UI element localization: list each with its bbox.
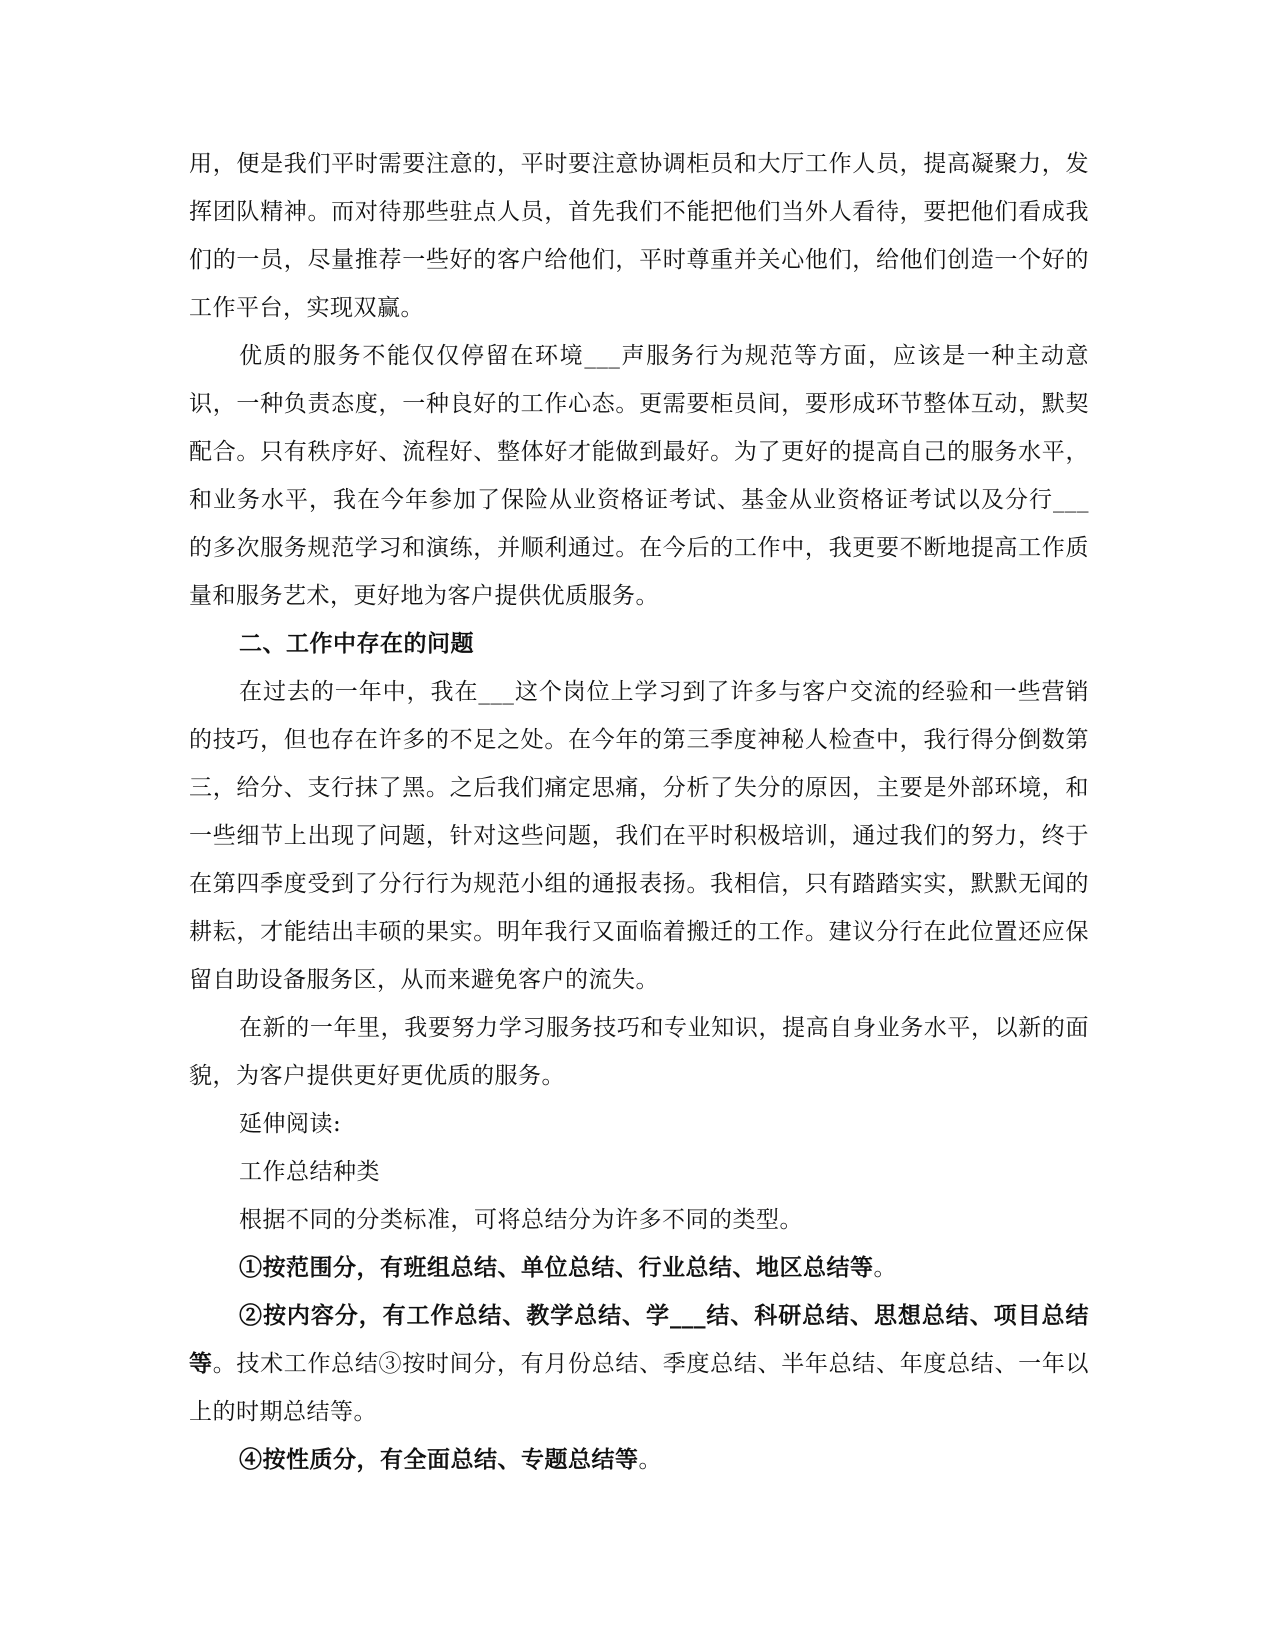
paragraph-teamwork: 用，便是我们平时需要注意的，平时要注意协调柜员和大厅工作人员，提高凝聚力，发挥团队精神。而对待那些驻点人员，首先我们不能把他们当外人看待，要把他们看成我们的一员，尽量推荐一些好的客户给他们，平时尊重并关心他们，给他们创造一个好的工作平台，实现双赢。	[189, 151, 1089, 321]
document-body	[189, 140, 1089, 1484]
type-by-content-rest: 。技术工作总结③按时间分，有月份总结、季度总结、半年总结、年度总结、一年以上的时期总结等。	[189, 1351, 1090, 1425]
extended-reading-label: 延伸阅读:	[239, 1111, 342, 1137]
summary-types-intro: 根据不同的分类标准，可将总结分为许多不同的类型。	[239, 1207, 803, 1233]
type-by-scope-period: 。	[873, 1255, 897, 1281]
type-by-nature-period: 。	[638, 1447, 662, 1473]
type-by-content-bold: ②按内容分，有工作总结、教学总结、学___结、科研总结、思想总结、项目总结等	[189, 1302, 1089, 1377]
type-by-content	[189, 1292, 1089, 1436]
type-by-scope	[189, 1244, 1089, 1292]
paragraph-quality-service: 优质的服务不能仅仅停留在环境___声服务行为规范等方面，应该是一种主动意识，一种负责态度，一种良好的工作心态。更需要柜员间，要形成环节整体互动，默契配合。只有秩序好、流程好、整体好才能做到最好。为了更好的提高自己的服务水平，和业务水平，我在今年参加了保险从业资格证考试、基金从业资格证考试以及分行___的多次服务规范学习和演练，并顺利通过。在今后的工作中，我更要不断地提高工作质量和服务艺术，更好地为客户提供优质服务。	[189, 343, 1089, 609]
paragraph-new-year: 在新的一年里，我要努力学习服务技巧和专业知识，提高自身业务水平，以新的面貌，为客户提供更好更优质的服务。	[189, 1015, 1089, 1089]
section-heading-problems: 二、工作中存在的问题	[239, 630, 474, 657]
type-by-nature	[189, 1436, 1089, 1484]
paragraph-past-year: 在过去的一年中，我在___这个岗位上学习到了许多与客户交流的经验和一些营销的技巧，但也存在许多的不足之处。在今年的第三季度神秘人检查中，我行得分倒数第三，给分、支行抹了黑。之后我们痛定思痛，分析了失分的原因，主要是外部环境，和一些细节上出现了问题，针对这些问题，我们在平时积极培训，通过我们的努力，终于在第四季度受到了分行行为规范小组的通报表扬。我相信，只有踏踏实实，默默无闻的耕耘，才能结出丰硕的果实。明年我行又面临着搬迁的工作。建议分行在此位置还应保留自助设备服务区，从而来避免客户的流失。	[189, 679, 1089, 993]
summary-types-title: 工作总结种类	[239, 1159, 380, 1185]
type-by-scope-bold: ①按范围分，有班组总结、单位总结、行业总结、地区总结等	[239, 1254, 874, 1281]
type-by-nature-bold: ④按性质分，有全面总结、专题总结等	[239, 1446, 639, 1473]
